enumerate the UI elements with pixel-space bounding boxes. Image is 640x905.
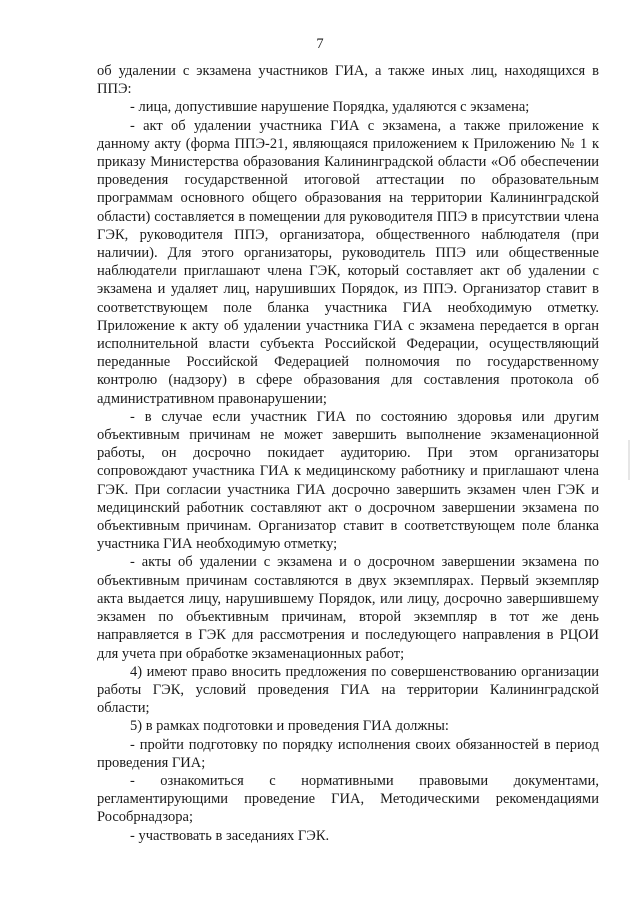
page-number: 7 [316,36,324,52]
paragraph-removal-act: - акт об удалении участника ГИА с экзамена, а также приложение к данному акту (форма ППЭ-21, являющаяся приложением к Приложению № 1 к приказу Министерства образования Калининградской области «Об обеспечении проведения государственной итоговой аттестации по образовательным программам основного общего образования на территории Калининградской области) составляется в помещении для руководителя ППЭ в присутствии члена ГЭК, руководителя ППЭ, организатора, общественного наблюдателя (при наличии). Для этого организаторы, руководитель ППЭ или общественные наблюдатели приглашают члена ГЭК, который составляет акт об удалении с экзамена и удаляет лиц, нарушивших Порядок, из ППЭ. Организатор ставит в соответствующем поле бланка участника ГИА необходимую отметку. Приложение к акту об удалении участника ГИА с экзамена передается в орган исполнительной власти субъекта Российской Федерации, осуществляющий переданные Российской Федерацией полномочия по государственному контролю (надзору) в сфере образования для составления протокола об административном правонарушении; [97,117,599,407]
paragraph-removal-rule: - лица, допустившие нарушение Порядка, удаляются с экзамена; [130,99,530,116]
paragraph-item-5: 5) в рамках подготовки и проведения ГИА должны: [130,718,449,735]
scan-margin-mark [628,440,630,480]
paragraph-continuation: об удалении с экзамена участников ГИА, а также иных лиц, находящихся в ППЭ: [97,63,599,98]
document-body [97,62,599,845]
paragraph-familiarize: - ознакомиться с нормативными правовыми документами, регламентирующими проведение ГИА, Методическими рекомендациями Рособрнадзора; [97,772,599,826]
paragraph-acts-copies: - акты об удалении с экзамена и о досрочном завершении экзамена по объективным причинам составляются в двух экземплярах. Первый экземпляр акта выдается лицу, нарушившему Порядок, или лицу, досрочно завершившему экзамен по объективным причинам, второй экземпляр в тот же день направляется в ГЭК для рассмотрения и последующего направления в РЦОИ для учета при обработке экзаменационных работ; [97,554,599,662]
paragraph-meetings: - участвовать в заседаниях ГЭК. [130,827,330,844]
paragraph-item-4: 4) имеют право вносить предложения по совершенствованию организации работы ГЭК, условий проведения ГИА на территории Калининградской области; [97,663,599,717]
paragraph-early-completion: - в случае если участник ГИА по состоянию здоровья или другим объективным причинам не может завершить выполнение экзаменационной работы, он досрочно покидает аудиторию. При этом организаторы сопровождают участника ГИА к медицинскому работнику и приглашают члена ГЭК. При согласии участника ГИА досрочно завершить экзамен член ГЭК и медицинский работник составляют акт о досрочном завершении экзамена по объективным причинам. Организатор ставит в соответствующем поле бланка участника ГИА необходимую отметку; [97,408,599,553]
paragraph-training: - пройти подготовку по порядку исполнения своих обязанностей в период проведения ГИА; [97,736,599,771]
